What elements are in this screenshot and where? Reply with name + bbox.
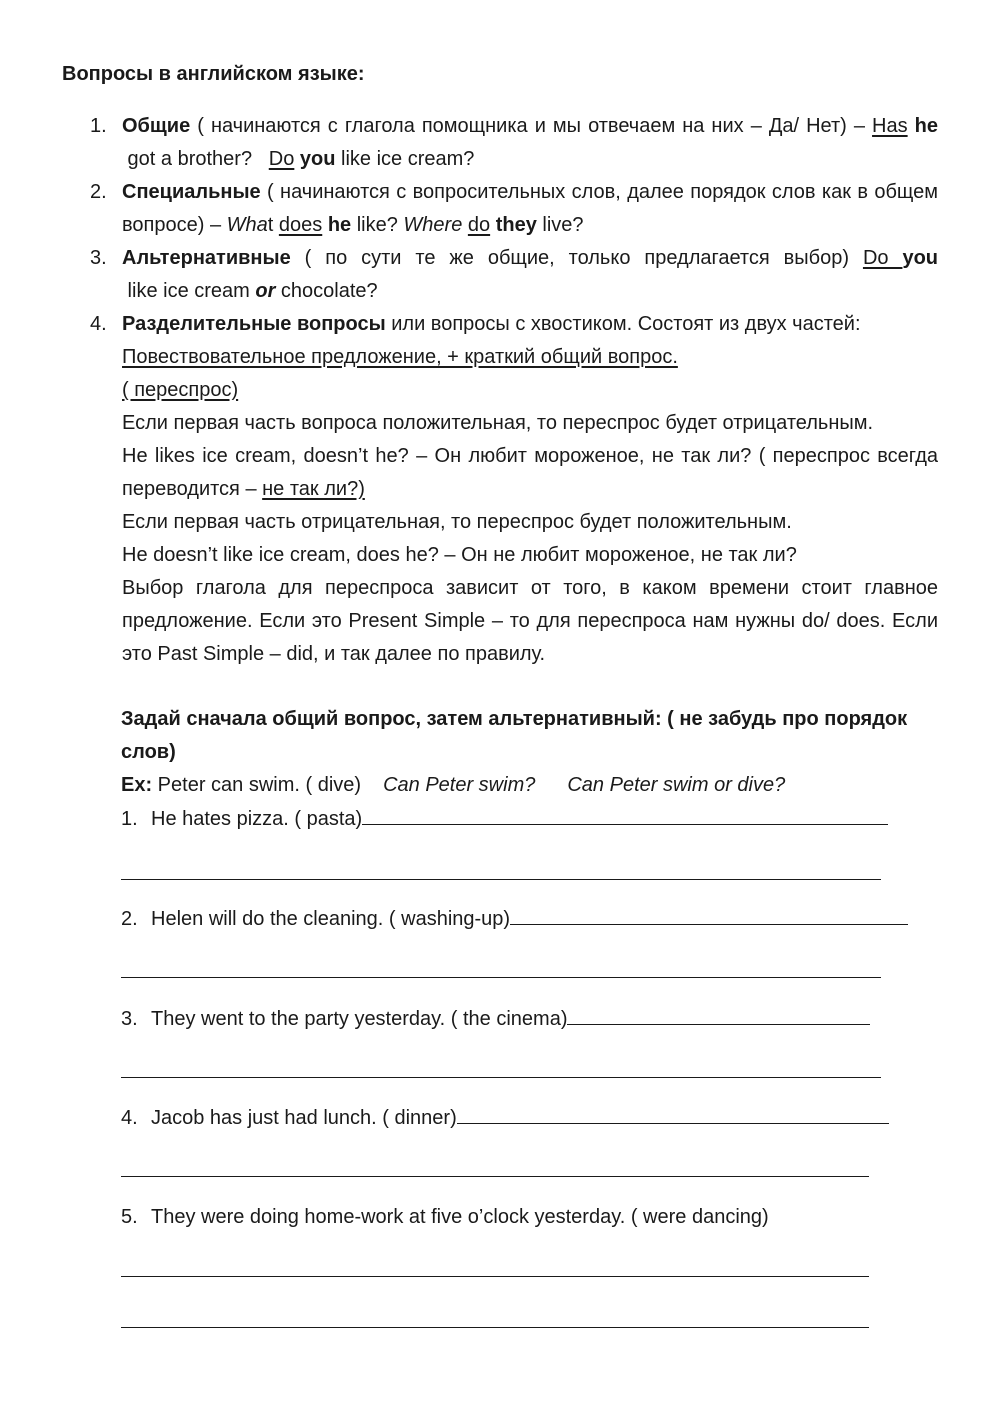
example-alternative-question: Can Peter swim or dive? (567, 774, 786, 796)
answer-line[interactable] (121, 879, 881, 880)
rule-paragraph: Выбор глагола для переспроса зависит от того, в каком времени стоит главное предложение. Если это Present Simple – то для переспроса нам нужны do/ does. Если это Past Simple – did, и так далее по правилу. (122, 577, 938, 665)
rule-line: Если первая часть вопроса положительная, то переспрос будет отрицательным. (122, 412, 874, 434)
bold-word: you (299, 148, 336, 170)
exercise-number: 2. (121, 908, 138, 930)
exercise-sentence: They were doing home-work at five o’clock yesterday. ( were dancing) (151, 1206, 769, 1228)
example-general-question: Can Peter swim? (383, 774, 536, 796)
exercise-sentence: Jacob has just had lunch. ( dinner) (151, 1107, 457, 1129)
exercise-item (121, 802, 888, 836)
rule-name: Разделительные вопросы (122, 313, 386, 335)
rule-tag (90, 308, 938, 671)
bold-word: he (327, 214, 352, 236)
rule-line: He doesn’t like ice cream, does he? – Он не любит мороженое, не так ли? (122, 544, 797, 566)
exercise-item (121, 1002, 870, 1036)
rule-text: like? (351, 214, 404, 236)
bold-italic-word: or (255, 280, 276, 302)
rule-line (122, 374, 938, 407)
rule-alternative (90, 242, 938, 308)
bold-word: he (914, 115, 939, 137)
answer-line[interactable] (121, 1077, 881, 1078)
answer-line[interactable] (121, 1176, 869, 1177)
exercise-number: 5. (121, 1206, 138, 1228)
task-instruction: Задай сначала общий вопрос, затем альтернативный: ( не забудь про порядок слов) (121, 708, 908, 763)
exercise-item (121, 1201, 769, 1234)
underlined-phrase: ( переспрос) (122, 379, 239, 401)
rule-text: ( по сути те же общие, только предлагается выбор) (290, 247, 863, 269)
rule-text: like ice cream (122, 280, 256, 302)
underlined-word: Do (268, 148, 295, 170)
rule-text: like ice cream? (335, 148, 475, 170)
italic-word: Where (403, 214, 463, 236)
answer-line[interactable] (121, 977, 881, 978)
exercise-item (121, 1101, 889, 1135)
rule-general (90, 110, 938, 176)
rule-line (122, 341, 938, 374)
underlined-word: do (467, 214, 491, 236)
list-number: 2. (90, 181, 107, 203)
exercise-number: 3. (121, 1008, 138, 1030)
rule-text: chocolate? (275, 280, 378, 302)
rule-text: got a brother? (122, 148, 269, 170)
list-number: 4. (90, 313, 107, 335)
answer-blank[interactable] (457, 1101, 889, 1124)
rule-text: ( начинаются с глагола помощника и мы отвечаем на них – Да/ Нет) – (190, 115, 873, 137)
italic-word: Wha (226, 214, 268, 236)
underlined-phrase: не так ли?) (262, 478, 365, 500)
answer-blank[interactable] (362, 802, 888, 825)
list-number: 3. (90, 247, 107, 269)
rule-name: Общие (122, 115, 191, 137)
rule-special (90, 176, 938, 242)
exercise-number: 1. (121, 808, 138, 830)
rule-text: He likes ice cream, doesn’t he? – Он любит мороженое, не так ли? ( переспрос всегда переводится – (122, 445, 938, 500)
example-label: Ex: (121, 774, 153, 796)
exercise-item (121, 902, 908, 936)
underlined-word: does (278, 214, 323, 236)
exercise-sentence: Helen will do the cleaning. ( washing-up) (151, 908, 511, 930)
answer-blank[interactable] (510, 902, 908, 925)
exercise-number: 4. (121, 1107, 138, 1129)
page-title: Вопросы в английском языке: (62, 63, 365, 85)
rule-text: ( начинаются с вопросительных слов, далее порядок слов как в общем вопросе) – (122, 181, 938, 236)
example-line (121, 769, 785, 802)
bold-word: you (902, 247, 939, 269)
rule-text: live? (536, 214, 584, 236)
bold-word: they (495, 214, 537, 236)
rule-name: Альтернативные (122, 247, 291, 269)
rule-text: или вопросы с хвостиком. Состоят из двух частей: (385, 313, 861, 335)
question-types-list (90, 110, 938, 671)
rule-line: Если первая часть отрицательная, то переспрос будет положительным. (122, 511, 792, 533)
underlined-word: Do (862, 247, 903, 269)
answer-blank[interactable] (567, 1002, 870, 1025)
answer-line[interactable] (121, 1276, 869, 1277)
underlined-phrase: Повествовательное предложение, + краткий общий вопрос. (122, 346, 678, 368)
example-sentence: Peter can swim. ( dive) (152, 774, 362, 796)
exercise-sentence: They went to the party yesterday. ( the cinema) (151, 1008, 568, 1030)
rule-paragraph (122, 440, 938, 506)
rule-text: t (267, 214, 279, 236)
rule-name: Специальные (122, 181, 261, 203)
answer-line[interactable] (121, 1327, 869, 1328)
underlined-word: Has (872, 115, 908, 137)
list-number: 1. (90, 115, 107, 137)
exercise-sentence: He hates pizza. ( pasta) (151, 808, 363, 830)
